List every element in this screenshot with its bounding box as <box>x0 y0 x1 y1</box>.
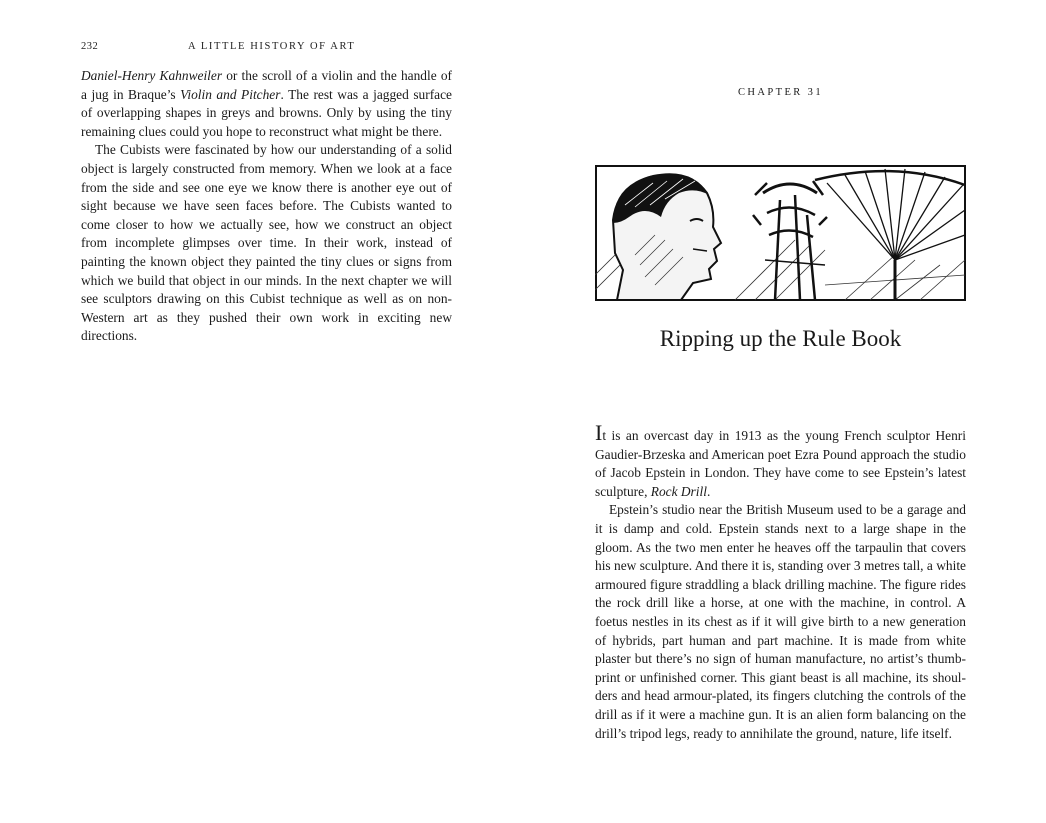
drop-cap: I <box>595 420 603 445</box>
text-run: t is an overcast day in 1913 as the young French sculptor Henri Gaudier-Brzeska and American poet Ezra Pound approach the studio of Jacob Epstein in London. They have come to see Epstein’s latest sculpture, <box>595 428 966 499</box>
italic-name-kahnweiler: Daniel-Henry Kahnweiler <box>81 68 223 83</box>
text-run: or the scroll of a violin and the handle of a jug in Braque’s <box>81 68 452 102</box>
left-paragraph-1 <box>81 67 452 141</box>
page-number: 232 <box>81 41 99 52</box>
running-head-title: A LITTLE HISTORY OF ART <box>188 41 356 52</box>
head-profile-figure <box>613 173 721 300</box>
right-paragraph-2: Epstein’s studio near the British Museum used to be a garage and it is damp and cold. Epstein stands next to a large shape in the gloom. As the two men enter he heaves off the tarpaulin that covers his new sculpture. And there it is, standing over 3 metres tall, a white armoured figure straddling a black drilling machine. The figure rides the rock drill like a horse, at one with the machine, in control. A foetus nestles in its chest as if it will give birth to a new generation of hybrids, part human and part machine. It is made from white plaster but there’s no sign of human manufacture, no artist’s thumbprint or unfinished corner. This giant beast is all machine, its shoulders and head armour-plated, its fingers clutching the controls of the drill as if it were a machine gun. It is an alien form balancing on the drill’s tripod legs, ready to annihilate the ground, nature, life itself. <box>595 502 966 741</box>
right-paragraph-1 <box>595 422 966 501</box>
chapter-title: Ripping up the Rule Book <box>659 326 902 351</box>
text-run: . The rest was a jagged surface of overlapping shapes in greys and browns. Only by using the tiny remaining clues could you hope to reconstruct what might be there. <box>81 86 452 139</box>
left-page-body <box>81 67 452 346</box>
text-run: . <box>706 483 711 499</box>
chapter-label: CHAPTER 31 <box>738 87 823 98</box>
right-page-body <box>595 422 966 743</box>
italic-title-violin-and-pitcher: Violin and Pitcher <box>180 86 281 102</box>
italic-title-rock-drill: Rock Drill <box>650 483 707 499</box>
left-paragraph-2: The Cubists were fascinated by how our understanding of a solid object is largely constructed from memory. When we look at a face from the side and see one eye we know there is another eye out of sight because we have seen faces before. The Cubists wanted to come closer to how we actually see, how we construct an object from incomplete glimpses over time. In their work, instead of painting the known object they painted the tiny clues or signs from which we build that object in our minds. In the next chapter we will see sculptors drawing on this Cubist technique as well as on non-Western art as they pushed their own work in exciting new directions. <box>81 142 452 344</box>
chapter-illustration <box>595 165 966 301</box>
